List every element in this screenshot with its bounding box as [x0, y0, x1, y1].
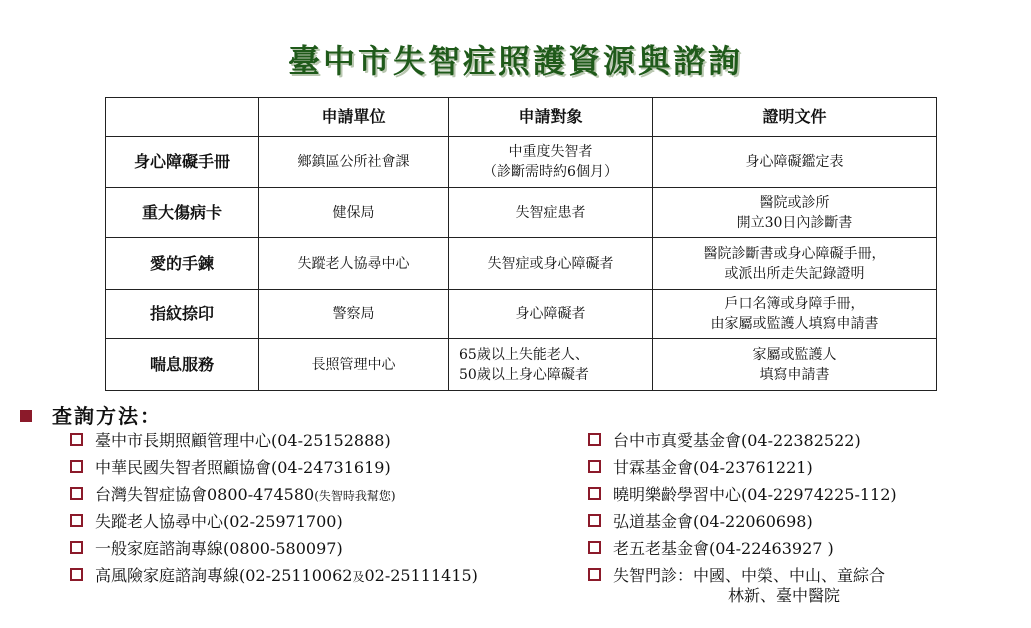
list-item: [588, 485, 897, 512]
docs-line: 戶口名簿或身障手冊，: [724, 296, 865, 312]
checkbox-bullet-icon: [70, 487, 83, 500]
checkbox-bullet-icon: [588, 460, 601, 473]
list-item-text: 台灣失智症協會0800-474580: [95, 485, 315, 504]
row-name: 身心障礙手冊: [106, 137, 259, 188]
docs-line: 開立30日內診斷書: [736, 214, 853, 231]
row-docs: [653, 137, 937, 188]
docs-line: 或派出所走失記錄證明: [724, 265, 865, 282]
target-line: 失智症或身心障礙者: [487, 255, 614, 272]
list-item-text: 中華民國失智者照顧協會(04-24731619): [95, 458, 391, 477]
row-target: [449, 238, 653, 290]
page-title: 臺中市失智症照護資源與諮詢: [287, 42, 743, 80]
inquiry-heading: [20, 400, 162, 429]
row-name: 喘息服務: [106, 339, 259, 391]
row-docs: [653, 339, 937, 391]
list-item-text: 老五老基金會(04-22463927 ): [613, 539, 834, 558]
list-item: [70, 485, 478, 512]
list-item-text: 一般家庭諮詢專線(0800-580097): [95, 539, 343, 558]
list-item-text: 失蹤老人協尋中心(02-25971700): [95, 512, 343, 531]
target-line: （診斷需時約6個月）: [483, 164, 618, 180]
inquiry-list-left: [70, 431, 478, 593]
checkbox-bullet-icon: [588, 487, 601, 500]
list-item-text: 弘道基金會(04-22060698): [613, 512, 813, 531]
unit-line: 長照管理中心: [311, 356, 396, 373]
list-item-continuation: 林新、臺中醫院: [728, 586, 841, 605]
inquiry-list-right: [588, 431, 897, 605]
header-blank: [106, 98, 259, 137]
unit-line: 警察局: [332, 306, 375, 322]
list-item: [70, 566, 478, 593]
table-row: [106, 339, 937, 391]
checkbox-bullet-icon: [588, 514, 601, 527]
list-item: [588, 431, 897, 458]
row-target: [449, 290, 653, 339]
checkbox-bullet-icon: [588, 541, 601, 554]
row-name: 愛的手鍊: [106, 238, 259, 290]
row-name: 重大傷病卡: [106, 188, 259, 238]
checkbox-bullet-icon: [70, 433, 83, 446]
inquiry-heading-text: 查詢方法：: [52, 404, 162, 428]
row-unit: [259, 238, 449, 290]
row-target: [449, 339, 653, 391]
row-unit: [259, 137, 449, 188]
list-item-text: 高風險家庭諮詢專線(02-25110062: [95, 566, 353, 585]
docs-line: 醫院診斷書或身心障礙手冊，: [703, 245, 886, 262]
list-item-text: 失智門診：中國、中榮、中山、童綜合: [613, 566, 886, 585]
docs-line: 醫院或診所: [759, 194, 830, 211]
list-item-note: 及: [352, 570, 365, 584]
unit-line: 鄉鎮區公所社會課: [297, 154, 410, 170]
table-header-row: [106, 98, 937, 137]
checkbox-bullet-icon: [70, 514, 83, 527]
checkbox-bullet-icon: [588, 433, 601, 446]
unit-line: 失蹤老人協尋中心: [297, 255, 410, 272]
list-item-text: 甘霖基金會(04-23761221): [613, 458, 813, 477]
list-item-text: 台中市真愛基金會(04-22382522): [613, 431, 861, 450]
checkbox-bullet-icon: [70, 541, 83, 554]
target-line: 50歲以上身心障礙者: [459, 366, 589, 383]
list-item: [70, 431, 478, 458]
table-row: [106, 188, 937, 238]
row-target: [449, 137, 653, 188]
checkbox-bullet-icon: [70, 460, 83, 473]
checkbox-bullet-icon: [70, 568, 83, 581]
unit-line: 健保局: [332, 204, 375, 221]
table-row: [106, 137, 937, 188]
row-unit: [259, 339, 449, 391]
list-item-text: 臺中市長期照顧管理中心(04-25152888): [95, 431, 391, 450]
list-item: [588, 512, 897, 539]
list-item-note: (失智時我幫您): [314, 489, 396, 503]
docs-line: 家屬或監護人: [752, 346, 837, 363]
list-item: [588, 458, 897, 485]
target-line: 失智症患者: [515, 204, 586, 221]
list-item-text: 曉明樂齡學習中心(04-22974225-112): [613, 485, 897, 504]
list-item: [70, 512, 478, 539]
list-item-text-tail: 02-25111415): [364, 566, 478, 585]
target-line: 中重度失智者: [508, 144, 593, 160]
docs-line: 身心障礙鑑定表: [745, 154, 844, 170]
row-docs: [653, 188, 937, 238]
resource-table: [105, 97, 937, 391]
list-item: [70, 539, 478, 566]
header-docs: 證明文件: [653, 98, 937, 137]
docs-line: 由家屬或監護人填寫申請書: [710, 316, 879, 332]
header-target: 申請對象: [449, 98, 653, 137]
row-name: 指紋捺印: [106, 290, 259, 339]
list-item: [588, 566, 897, 605]
list-item: [70, 458, 478, 485]
row-unit: [259, 290, 449, 339]
list-item: [588, 539, 897, 566]
target-line: 65歲以上失能老人、: [459, 346, 589, 363]
target-line: 身心障礙者: [515, 306, 586, 322]
header-unit: 申請單位: [259, 98, 449, 137]
row-unit: [259, 188, 449, 238]
table-row: [106, 238, 937, 290]
table-row: [106, 290, 937, 339]
row-docs: [653, 238, 937, 290]
docs-line: 填寫申請書: [759, 366, 830, 383]
square-bullet-icon: [20, 410, 32, 422]
checkbox-bullet-icon: [588, 568, 601, 581]
row-target: [449, 188, 653, 238]
row-docs: [653, 290, 937, 339]
